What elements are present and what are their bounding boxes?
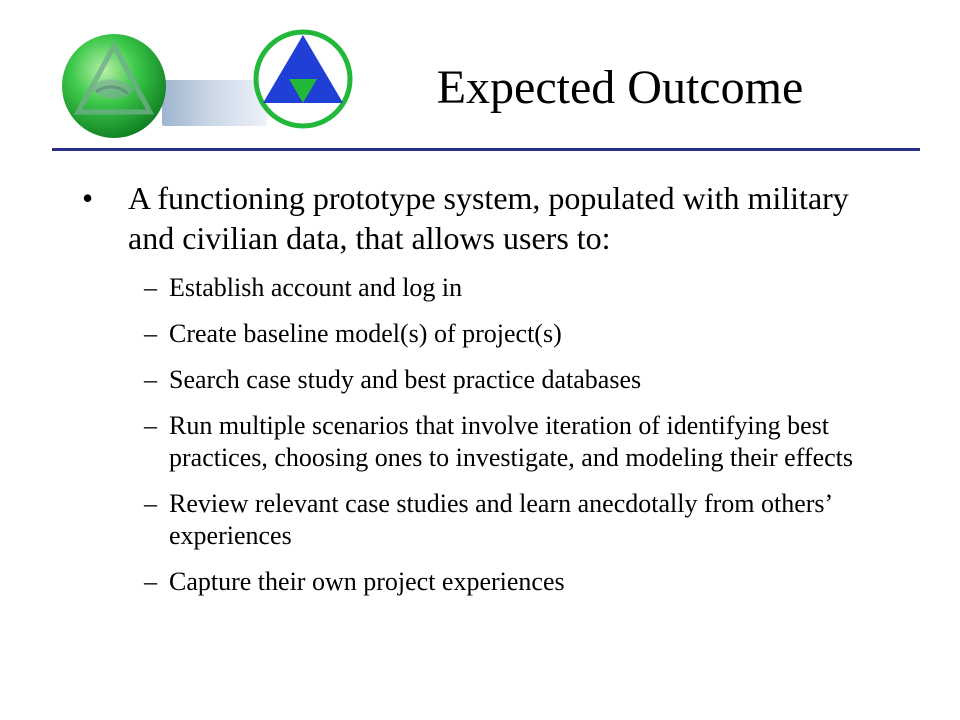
dash-marker: –: [144, 319, 157, 348]
sub-bullet-list: [82, 272, 902, 598]
logo: [52, 22, 312, 142]
list-item: [82, 272, 902, 304]
slide-content: [82, 178, 902, 612]
main-bullet: [82, 178, 902, 258]
dash-marker: –: [144, 365, 157, 394]
list-item: [82, 566, 902, 598]
main-bullet-text: A functioning prototype system, populated with military and civilian data, that allows users to:: [128, 180, 849, 256]
list-item: [82, 488, 902, 552]
list-item: [82, 364, 902, 396]
dash-marker: –: [144, 411, 157, 440]
title-divider: [52, 148, 920, 151]
list-item: [82, 318, 902, 350]
slide-title: Expected Outcome: [436, 61, 804, 114]
list-item-text: Establish account and log in: [169, 273, 463, 302]
dash-marker: –: [144, 489, 157, 518]
list-item-text: Review relevant case studies and learn anecdotally from others’ experiences: [169, 489, 832, 550]
dash-marker: –: [144, 567, 157, 596]
list-item-text: Run multiple scenarios that involve iteration of identifying best practices, choosing ones to investigate, and modeling their effects: [169, 411, 853, 472]
list-item-text: Create baseline model(s) of project(s): [169, 319, 562, 348]
list-item-text: Search case study and best practice databases: [169, 365, 642, 394]
list-item: [82, 410, 902, 474]
dash-marker: –: [144, 273, 157, 302]
list-item-text: Capture their own project experiences: [169, 567, 565, 596]
green-globe-icon: [60, 32, 168, 140]
bullet-marker: •: [82, 180, 94, 216]
blue-triangle-icon: [252, 28, 354, 130]
